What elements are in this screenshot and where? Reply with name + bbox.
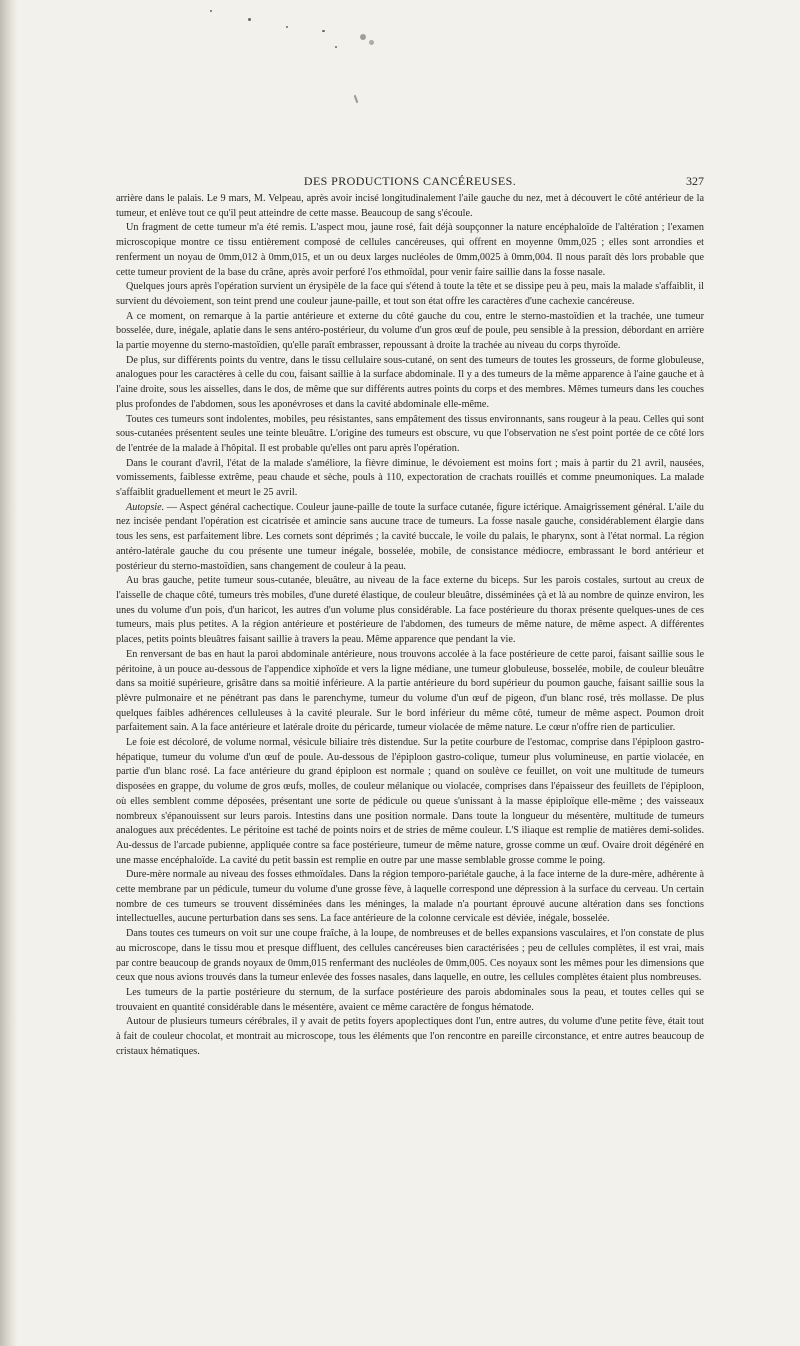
paragraph-text: De plus, sur différents points du ventre, dans le tissu cellulaire sous-cutané, on sent des tumeurs de toutes les grosseurs, de forme globuleuse, analogues pour les caractères à celle du cou, faisant saillie à la surface abdominale. Il y a des tumeurs de la même apparence à l'aine gauche et à l'aine droite, sous les aisselles, dans le dos, de même que sur différents autres points du corps et des membres. Mêmes tumeurs dans les couches plus profondes de l'abdomen, sous les aponévroses et dans la cavité abdominale elle-même. [116, 354, 704, 410]
paragraph-text: Au bras gauche, petite tumeur sous-cutanée, bleuâtre, au niveau de la face externe du biceps. Sur les parois costales, surtout au creux de l'aisselle de chaque côté, tumeurs très mobiles, d'une dureté élastique, de couleur bleuâtre, disséminées çà et là au nombre de quinze environ, les unes du volume d'un pois, d'un haricot, les autres d'un volume plus considérable. La face postérieure du thorax présente quelques-unes de ces tumeurs, mais plus petites. A la région antérieure et postérieure de l'abdomen, des tumeurs de même nature, de même aspect. A différentes places, petits points bleuâtres faisant saillie à travers la peau. Même apparence que pendant la vie. [116, 575, 704, 646]
paragraph-text: Dans le courant d'avril, l'état de la malade s'améliore, la fièvre diminue, le dévoiement est moins fort ; mais à partir du 21 avril, nausées, vomissements, faiblesse extrême, peau chaude et sèche, pouls à 110, expectoration de crachats rouillés et comme pneumoniques. La malade s'affaiblit graduellement et meurt le 25 avril. [116, 457, 704, 499]
paragraph-lead: Autopsie. [126, 501, 165, 513]
paragraph [116, 868, 704, 927]
paragraph-text: A ce moment, on remarque à la partie antérieure et externe du côté gauche du cou, entre le sterno-mastoïdien et la trachée, une tumeur bosselée, dure, inégale, aplatie dans le sens antéro-postérieur, du volume d'un gros œuf de poule, peu sensible à la pression, débordant en arrière la partie moyenne du sterno-mastoïdien, qu'elle paraît embrasser, repoussant à droite la trachée au niveau du corps thyroïde. [116, 310, 704, 352]
paragraph-text: Un fragment de cette tumeur m'a été remis. L'aspect mou, jaune rosé, fait déjà soupçonner la nature encéphaloïde de l'altération ; l'examen microscopique montre ce tissu entièrement composé de cellules cancéreuses, qui offrent en moyenne 0mm,025 ; elles sont arrondies et renferment un noyau de 0mm,012 à 0mm,015, et un ou deux larges nucléoles de 0mm,0025 à 0mm,004. Il nous paraît dès lors probable que cette tumeur provient de la base du crâne, après avoir perforé l'os ethmoïdal, pour venir faire saillie dans la fosse nasale. [116, 222, 704, 278]
paragraph [116, 501, 704, 575]
paragraph [116, 574, 704, 648]
running-title: DES PRODUCTIONS CANCÉREUSES. [303, 174, 517, 188]
body-text [116, 192, 704, 1059]
paragraph [116, 736, 704, 868]
paragraph [116, 354, 704, 413]
paragraph [116, 280, 704, 309]
paragraph [116, 1015, 704, 1059]
paragraph [116, 927, 704, 986]
paragraph [116, 310, 704, 354]
page-number: 327 [686, 174, 704, 188]
paragraph-text: — Aspect général cachectique. Couleur jaune-paille de toute la surface cutanée, figure ictérique. Amaigrissement général. L'aile du nez incisée pendant l'opération est cicatrisée et amincie sans aucune trace de tumeurs. La fosse nasale gauche, considérablement élargie dans tous les sens, est parfaitement libre. Les cornets sont déprimés ; la cavité buccale, le voile du palais, le pharynx, sont à l'état normal. La région antéro-latérale gauche du cou présente une tumeur inégale, bosselée, mobile, de consistance médiocre, embrassant le bord antérieur et postérieur du sterno-mastoïdien, sans changement de couleur à la peau. [116, 501, 704, 572]
ink-speck [322, 30, 325, 32]
paragraph-text: Toutes ces tumeurs sont indolentes, mobiles, peu résistantes, sans empâtement des tissus environnants, sans rougeur à la peau. Celles qui sont sous-cutanées présentent seules une teinte bleuâtre. L'origine des tumeurs est obscure, vu que l'observation ne s'est point portée de ce côté lors de l'entrée de la malade à l'hôpital. Il est probable qu'elles ont paru après l'opération. [116, 413, 704, 454]
ink-speck [248, 18, 251, 21]
paragraph-text: arrière dans le palais. Le 9 mars, M. Velpeau, après avoir incisé longitudinalement l'aile gauche du nez, met à découvert le côté antérieur de la tumeur, et enlève tout ce qu'il peut atteindre de cette masse. Beaucoup de sang s'écoule. [116, 193, 704, 219]
paragraph [116, 986, 704, 1015]
paragraph-text: Les tumeurs de la partie postérieure du sternum, de la surface postérieure des parois abdominales sous la peau, et toutes celles qui se trouvaient en quantité considérable dans le mésentère, avaient ce même caractère de fongus hématode. [116, 986, 704, 1013]
paragraph-text: Dans toutes ces tumeurs on voit sur une coupe fraîche, à la loupe, de nombreuses et de belles expansions vasculaires, et l'on constate de plus au microscope, dans le tissu mou et presque diffluent, des cellules cancéreuses bien caractérisées ; peu de cellules complètes, il est vrai, mais par contre beaucoup de grands noyaux de 0mm,015 renfermant des nucléoles de 0mm,005. Ces noyaux sont les mêmes pour les dimensions que ceux que nous avions trouvés dans la tumeur enlevée des fosses nasales, dans laquelle, en outre, les cellules complètes étaient plus nombreuses. [116, 928, 704, 984]
ink-speck [335, 46, 337, 48]
ink-speck [286, 26, 288, 28]
paragraph-text: Autour de plusieurs tumeurs cérébrales, il y avait de petits foyers apoplectiques dont l'un, entre autres, du volume d'une petite fève, était tout à fait de couleur chocolat, et montrait au microscope, tous les éléments que l'on rencontre en pareille circonstance, et entre autres beaucoup de cristaux hématiques. [116, 1016, 704, 1057]
paragraph-text: Dure-mère normale au niveau des fosses ethmoïdales. Dans la région temporo-pariétale gauche, à la face interne de la dure-mère, adhérente à cette membrane par un pédicule, tumeur du volume d'une grosse fève, à laquelle correspond une dépression à la surface du cerveau. Un certain nombre de ces tumeurs se trouvent disséminées dans les méninges, la malade n'a pourtant éprouvé aucune altération dans ses fonctions intellectuelles, aucune perturbation dans ses sens. La face antérieure de la colonne cervicale est déviée, inégale, bosselée. [116, 869, 704, 925]
paragraph [116, 457, 704, 501]
paragraph-text: Quelques jours après l'opération survient un érysipèle de la face qui s'étend à toute la tête et se dissipe peu à peu, mais la malade s'affaiblit, il survient du dévoiement, son teint prend une couleur jaune-paille, et tout son état offre les caractères d'une cachexie cancéreuse. [116, 281, 704, 307]
paragraph-text: En renversant de bas en haut la paroi abdominale antérieure, nous trouvons accolée à la face postérieure de cette paroi, faisant saillie sous le péritoine, à un pouce au-dessous de l'appendice xiphoïde et vers la ligne médiane, une tumeur globuleuse, bosselée, mobile, de couleur bleuâtre dans sa moitié supérieure, grisâtre dans sa moitié inférieure. A la partie antérieure du bord supérieur du poumon gauche, faisant saillie sous la plèvre pulmonaire et ne pénétrant pas dans le parenchyme, tumeur du volume d'un œuf de pigeon, d'un blanc rosé, très mollasse. De plus quelques faibles adhérences celluleuses à la cavité pleurale. Sur le bord inférieur du même côté, tumeur de même aspect. Poumon droit parfaitement sain. A la face antérieure et latérale droite du péricarde, tumeur violacée de même nature. Le cœur n'offre rien de particulier. [116, 648, 704, 734]
running-header [116, 174, 704, 190]
ink-speck [210, 10, 212, 12]
paragraph [116, 413, 704, 457]
paragraph [116, 192, 704, 221]
ink-speck [369, 40, 374, 45]
page-binding-shadow [0, 0, 18, 1346]
ink-speck [360, 34, 366, 40]
paragraph [116, 221, 704, 280]
paragraph-text: Le foie est décoloré, de volume normal, vésicule biliaire très distendue. Sur la petite courbure de l'estomac, comprise dans l'épiploon gastro-hépatique, tumeur du volume d'un œuf de poule. Au-dessous de l'épiploon gastro-colique, tumeur plus volumineuse, en partie violacée, en partie d'un blanc rosé. La face antérieure du grand épiploon est normale ; quand on soulève ce feuillet, on voit une multitude de tumeurs disposées en grappe, du volume de gros œufs, molles, de couleur mélanique ou violacée, comprises dans l'épaisseur des feuillets de l'épiploon, où elles semblent comme déposées, présentant une sorte de pédicule ou queue s'unissant à la masse épiploïque elle-même ; des vaisseaux nombreux s'épanouissent sur leurs parois. Intestins dans une position normale. Dans toute la longueur du mésentère, multitude de tumeurs analogues aux précédentes. Le péritoine est taché de points noirs et de stries de même couleur. L'S iliaque est remplie de matières demi-solides. Au-dessus de l'arcade pubienne, appliquée contre sa face postérieure, tumeur de même nature, grosse comme un œuf. Ovaire droit dégénéré en une masse encéphaloïde. La cavité du petit bassin est remplie en outre par une masse semblable grosse comme le poing. [116, 737, 704, 866]
paragraph [116, 648, 704, 736]
